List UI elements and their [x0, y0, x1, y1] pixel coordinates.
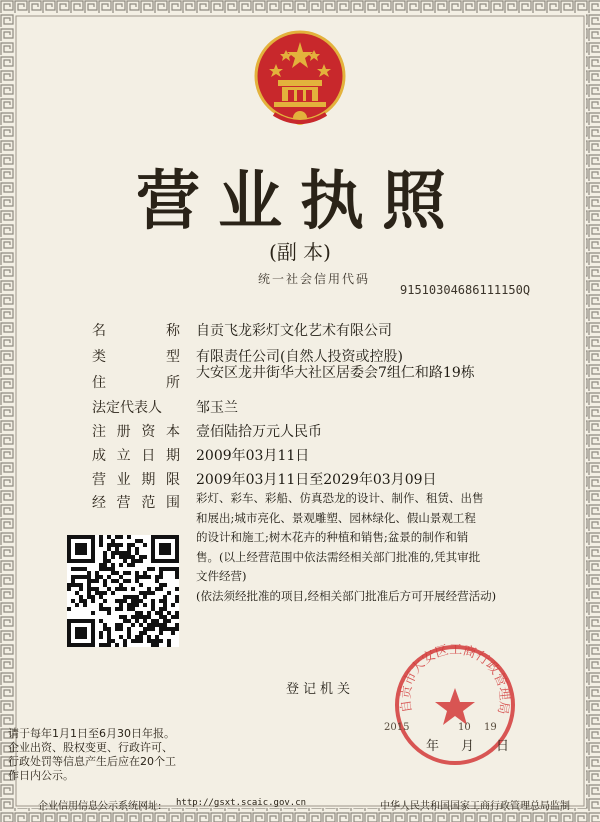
registration-authority-label: 登记机关 — [286, 682, 355, 697]
credit-code-label: 统一社会信用代码 — [258, 272, 371, 286]
scope-line: 的设计和施工;树木花卉的种植和销售;盆景的制作和销 — [196, 530, 469, 544]
field-label-established: 成 立 日 期 — [92, 448, 180, 464]
scope-line: (依法须经批准的项目,经相关部门批准后方可开展经营活动) — [196, 588, 497, 603]
issue-date-labels: 年月日 — [426, 739, 532, 754]
field-label-term: 营 业 期 限 — [92, 472, 180, 488]
field-value-capital: 壹佰陆拾万元人民币 — [196, 424, 322, 440]
business-scope — [196, 489, 518, 606]
footer-issuer: 中华人民共和国国家工商行政管理总局监制 — [380, 801, 570, 812]
scope-line: 彩灯、彩车、彩船、仿真恐龙的设计、制作、租赁、出售 — [196, 491, 484, 505]
credit-code-value: 91510304686111150Q — [400, 283, 531, 297]
field-label-capital: 注 册 资 本 — [92, 424, 180, 440]
field-value-name: 自贡飞龙彩灯文化艺术有限公司 — [196, 323, 392, 339]
field-value-term: 2009年03月11日至2029年03月09日 — [196, 472, 437, 488]
national-emblem-icon — [254, 30, 346, 130]
footer-website-link[interactable]: http://gsxt.scaic.gov.cn — [176, 798, 307, 808]
field-label-address: 住 所 — [92, 375, 180, 391]
scope-line: 和展出;城市亮化、景观雕塑、园林绿化、假山景观工程 — [196, 510, 476, 525]
footer-website-label: 企业信用信息公示系统网址: — [38, 801, 162, 812]
field-label-type: 类 型 — [92, 349, 180, 365]
field-label-name: 名 称 — [92, 323, 180, 339]
issue-day: 19 — [484, 722, 497, 733]
field-value-established: 2009年03月11日 — [196, 448, 310, 464]
svg-text:自贡市大安区工商行政管理局: 自贡市大安区工商行政管理局 — [398, 642, 512, 716]
field-label-scope: 经 营 范 围 — [92, 495, 180, 511]
qr-code-icon[interactable] — [67, 535, 179, 647]
field-value-type: 有限责任公司(自然人投资或控股) — [196, 349, 403, 365]
annual-report-notice: 请于每年1月1日至6月30日年报。 企业出资、股权变更、行政许可、 行政处罚等信息产生后应在20个工 作日内公示。 — [8, 727, 176, 782]
field-value-address: 大安区龙井街华大社区居委会7组仁和路19栋 — [196, 365, 475, 381]
issue-month: 10 — [458, 722, 471, 733]
page-title: 营业执照 — [136, 164, 464, 239]
field-value-legal-rep: 邹玉兰 — [196, 400, 238, 416]
scope-line: 售。(以上经营范围中依法需经相关部门批准的,凭其审批 — [196, 549, 481, 564]
issue-year: 2015 — [384, 722, 410, 733]
page-subtitle: (副 本) — [269, 240, 331, 264]
field-label-legal-rep: 法定代表人 — [92, 400, 162, 416]
scope-line: 文件经营) — [196, 569, 247, 583]
